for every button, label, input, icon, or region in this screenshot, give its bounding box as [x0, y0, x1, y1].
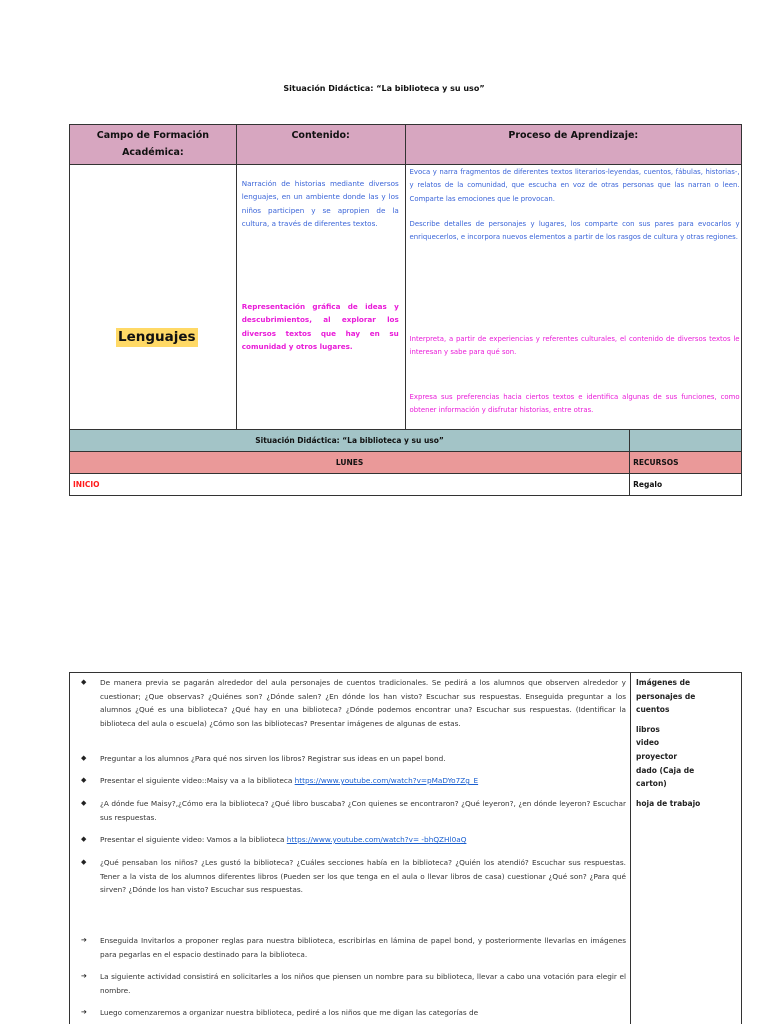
activity-item: ◆ De manera previa se pagarán alrededor del aula personajes de cuentos tradicionales. Se pedirá a los alumnos que observen alrededor y cuestionar; ¿Que observas? ¿Quiénes son? ¿Dónde salen? ¿En dónde los han visto? Escuchar sus respuestas. Enseguida preguntar a los alumnos ¿Qué es una biblioteca? ¿Qué hay en una biblioteca? ¿Dónde podemos encontrar una? Escuchar sus respuestas. (Identificar la biblioteca del aula o escuela) ¿Cómo son las bibliotecas? Presentar imágenes de algunas de estas. — [81, 678, 626, 728]
activity-item: ◆ Presentar el siguiente video: Vamos a la biblioteca https://www.youtube.com/watch?v= -bhQZHl0aQ — [70, 833, 626, 847]
proceso-item: Describe detalles de personajes y lugares, los comparte con sus pares para evocarlos y enriquecerlos, e incorpora nuevos elementos a partir de los rasgos de cultura y otras regiones. — [409, 220, 740, 242]
header-contenido: Contenido: — [236, 125, 405, 165]
planning-table — [69, 124, 742, 430]
activity-item: ➔ Luego comenzaremos a organizar nuestra biblioteca, pediré a los niños que me digan las categorías de — [70, 1006, 626, 1020]
arrow-bullet-icon: ➔ — [81, 936, 87, 944]
campo-label: Lenguajes — [118, 329, 196, 345]
diamond-bullet-icon: ◆ — [81, 754, 87, 762]
phase-resource: Regalo — [630, 474, 742, 496]
activities-column — [70, 673, 631, 1024]
resource-item: hoja de trabajo — [636, 798, 701, 808]
proceso-item: Evoca y narra fragmentos de diferentes textos literarios-leyendas, cuentos, fábulas, historias-, y relatos de la comunidad, que escucha en voz de otras personas que las narran o leen. Comparte las emociones que le provocan. — [409, 168, 740, 203]
diamond-bullet-icon: ◆ — [81, 835, 87, 843]
activity-item: ➔ La siguiente actividad consistirá en solicitarles a los niños que piensen un nombre para su biblioteca, llevar a cabo una votación para elegir el nombre. — [81, 972, 626, 995]
activity-item: ➔ Enseguida Invitarlos a proponer reglas para nuestra biblioteca, escribirlas en lámina de papel bond, y posteriormente llevarlas en imágenes para pegarlas en el espacio destinado para la biblioteca. — [81, 936, 626, 959]
activity-item: ◆ Presentar el siguiente video::Maisy va a la biblioteca https://www.youtube.com/watch?v=pMaDYo7Zg_E — [70, 774, 626, 788]
schedule-table — [69, 429, 742, 496]
video-link-vamos[interactable]: https://www.youtube.com/watch?v= -bhQZHl0aQ — [286, 835, 467, 844]
activity-item: ◆ ¿Qué pensaban los niños? ¿Les gustó la biblioteca? ¿Cuáles secciones había en la biblioteca? ¿Quién los atendió? Escuchar sus respuestas. Tener a la vista de los alumnos diferentes libros (Pueden ser los que tenga en el aula o llevar libros de casa) cuestionar ¿Qué son? ¿Para qué sirven? ¿Dónde los han visto? Escuchar sus respuestas. — [81, 858, 626, 895]
activity-item: ◆ ¿A dónde fue Maisy?,¿Cómo era la biblioteca? ¿Qué libro buscaba? ¿Con quienes se encontraron? ¿Qué leyeron?, ¿en dónde leyeron? Escuchar sus respuestas. — [81, 799, 626, 822]
contenido-cell — [236, 165, 405, 430]
diamond-bullet-icon: ◆ — [81, 776, 87, 784]
proceso-item: Interpreta, a partir de experiencias y referentes culturales, el contenido de diversos textos le interesan y sabe para qué son. — [409, 335, 740, 357]
video-link-maisy[interactable]: https://www.youtube.com/watch?v=pMaDYo7Zg_E — [294, 776, 479, 785]
page-title: Situación Didáctica: “La biblioteca y su uso” — [283, 84, 485, 93]
arrow-bullet-icon: ➔ — [81, 972, 87, 980]
recursos-header: RECURSOS — [630, 452, 742, 474]
contenido-item: Representación gráfica de ideas y descubrimientos, al explorar los diversos textos que hay en su comunidad y otros lugares. — [241, 302, 399, 351]
contenido-item: Narración de historias mediante diversos lenguajes, en un ambiente donde las y los niños participen y se apropien de la cultura, a través de diferentes textos. — [241, 179, 399, 228]
header-campo: Campo de Formación Académica: — [70, 125, 237, 165]
resource-item: Imágenes de personajes de cuentos — [636, 678, 696, 715]
resources-column — [631, 673, 742, 1024]
resource-item: libros — [636, 724, 660, 734]
campo-cell — [70, 165, 237, 430]
proceso-item: Expresa sus preferencias hacia ciertos textos e identifica algunas de sus funciones, como obtener información y disfrutar historias, entre otras. — [409, 393, 740, 415]
resource-item: proyector — [636, 751, 678, 761]
diamond-bullet-icon: ◆ — [81, 799, 87, 807]
activity-item: ◆ Preguntar a los alumnos ¿Para qué nos sirven los libros? Registrar sus ideas en un papel bond. — [70, 752, 626, 766]
header-proceso: Proceso de Aprendizaje: — [405, 125, 741, 165]
arrow-bullet-icon: ➔ — [81, 1008, 87, 1016]
resource-item: dado (Caja de carton) — [636, 765, 695, 789]
situacion-title: Situación Didáctica: “La biblioteca y su uso” — [70, 430, 630, 452]
phase-label: INICIO — [70, 474, 630, 496]
activities-table — [69, 672, 742, 1024]
day-label: LUNES — [70, 452, 630, 474]
diamond-bullet-icon: ◆ — [81, 858, 87, 866]
situacion-empty-cell — [630, 430, 742, 452]
resource-item: video — [636, 738, 660, 748]
proceso-cell — [405, 165, 741, 430]
diamond-bullet-icon: ◆ — [81, 678, 87, 686]
